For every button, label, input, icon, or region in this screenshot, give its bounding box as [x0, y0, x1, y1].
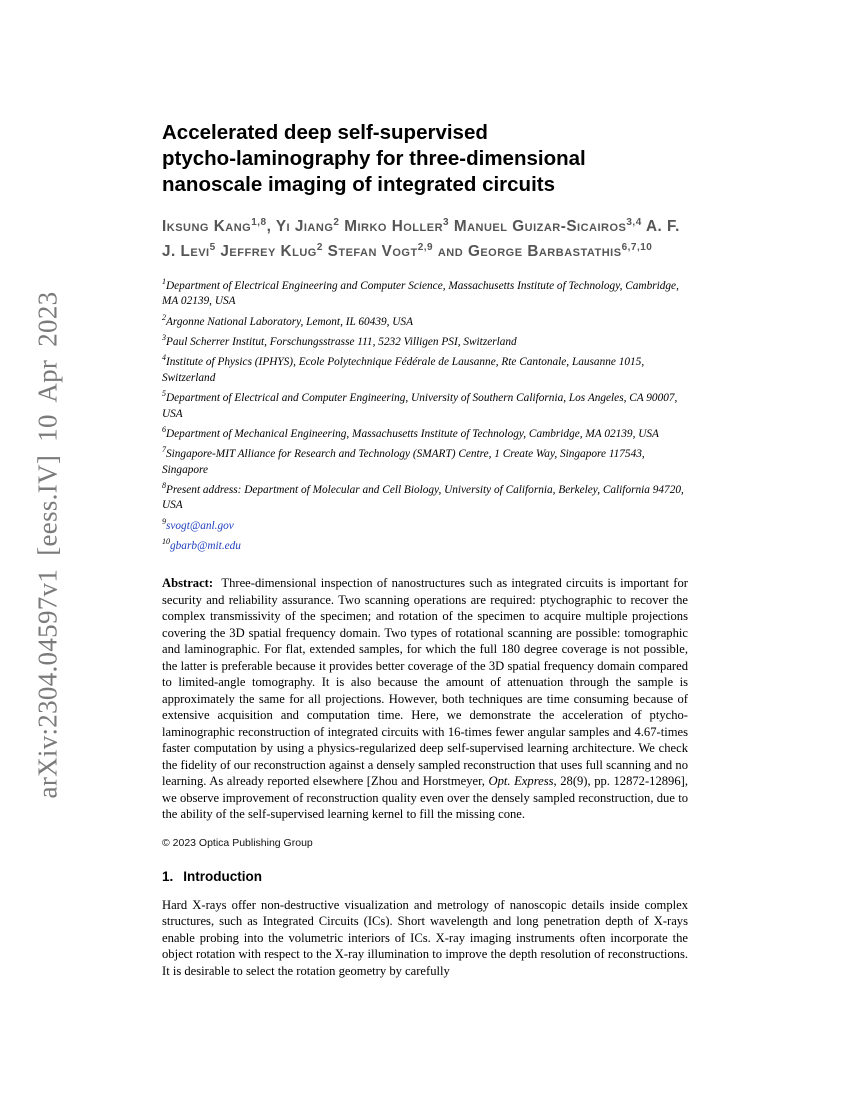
email-link-svogt[interactable]: svogt@anl.gov	[166, 519, 234, 532]
affiliation-item	[162, 442, 688, 478]
affiliation-list	[162, 274, 688, 554]
affiliation-item	[162, 514, 688, 534]
introduction-paragraph: Hard X-rays offer non-destructive visualization and metrology of nanoscopic details inside complex structures, such as Integrated Circuits (ICs). Short wavelength and long penetration depth of X-rays enable probing into the volumetric interiors of ICs. X-ray imaging instruments often incorporate the object rotation with respect to the X-ray illumination to improve the depth resolution of reconstructions. It is desirable to select the rotation geometry by carefully	[162, 897, 688, 978]
affiliation-text: Singapore-MIT Alliance for Research and Technology (SMART) Centre, 1 Create Way, Singapore 117543, Singapore	[162, 448, 645, 476]
affiliation-number: 10	[162, 537, 170, 547]
title-line: Accelerated deep self-supervised	[162, 121, 488, 144]
author-separator: and	[433, 243, 468, 261]
affiliation-item	[162, 350, 688, 386]
paper-title	[162, 120, 688, 198]
affiliation-item	[162, 310, 688, 330]
section-title: Introduction	[183, 868, 262, 884]
affiliation-number: 1	[162, 277, 166, 287]
author-name: Jeffrey Klug	[220, 243, 317, 261]
affiliation-text: Department of Electrical and Computer Engineering, University of Southern California, Los Angeles, CA 90007, USA	[162, 392, 678, 420]
affiliation-item	[162, 386, 688, 422]
title-line: nanoscale imaging of integrated circuits	[162, 173, 556, 196]
author-affiliation-marks: 3,4	[626, 217, 642, 228]
paper-first-page	[162, 120, 688, 979]
journal-name: Opt. Express	[488, 774, 554, 789]
abstract	[162, 575, 688, 823]
arxiv-identifier-stamp: arXiv:2304.04597v1 [eess.IV] 10 Apr 2023	[32, 291, 63, 799]
section-heading-introduction	[162, 869, 688, 884]
affiliation-item	[162, 274, 688, 310]
affiliation-number: 2	[162, 312, 166, 322]
author-name: A. F. J. Levi	[162, 218, 680, 261]
affiliation-number: 8	[162, 481, 166, 491]
affiliation-number: 9	[162, 516, 166, 526]
affiliation-number: 3	[162, 333, 166, 343]
author-affiliation-marks: 6,7,10	[621, 242, 653, 254]
author-list	[162, 212, 688, 262]
abstract-label: Abstract:	[162, 576, 214, 591]
title-line: ptycho-laminography for three-dimensional	[162, 147, 586, 170]
author-name: Mirko Holler	[344, 218, 444, 236]
affiliation-text: Present address: Department of Molecular and Cell Biology, University of California, Berkeley, California 94720, USA	[162, 483, 684, 512]
affiliation-item	[162, 478, 688, 514]
author-separator: ,	[266, 218, 276, 236]
affiliation-item	[162, 422, 688, 442]
affiliation-number: 7	[162, 445, 166, 455]
author-affiliation-marks: 2	[316, 242, 323, 254]
section-number: 1.	[162, 868, 174, 884]
author-affiliation-marks: 1,8	[251, 217, 267, 228]
author-affiliation-marks: 2	[333, 217, 340, 228]
affiliation-item	[162, 330, 688, 350]
affiliation-text: Department of Mechanical Engineering, Massachusetts Institute of Technology, Cambridge, MA 02139, USA	[166, 427, 659, 440]
affiliation-text: Department of Electrical Engineering and Computer Science, Massachusetts Institute of Technology, Cambridge, MA 02139, USA	[162, 279, 679, 308]
author-affiliation-marks: 2,9	[417, 242, 434, 254]
abstract-text: Three-dimensional inspection of nanostructures such as integrated circuits is important for security and reliability assurance. Two scanning operations are required: ptychographic to recover the complex transmissivity of the specimen; and rotation of the specimen to acquire multiple projections covering the 3D spatial frequency domain. Two types of rotational scanning are possible: tomographic and laminographic. For flat, extended samples, for which the full 180 degree coverage is not possible, the latter is preferable because it provides better coverage of the 3D spatial frequency domain compared to limited-angle tomography. It is also because the amount of attenuation through the sample is approximately the same for all projections. However, both techniques are time consuming because of extensive acquisition and computation time. Here, we demonstrate the acceleration of ptycho-laminographic reconstruction of integrated circuits with 16-times fewer angular samples and 4.67-times faster computation by using a physics-regularized deep self-supervised learning architecture. We check the fidelity of our reconstruction against a densely sampled reconstruction that uses full scanning and no learning. As already reported elsewhere [Zhou and Horstmeyer,	[162, 576, 688, 789]
author-affiliation-marks: 3	[443, 217, 450, 228]
author-name: Yi Jiang	[275, 218, 334, 236]
copyright-notice: © 2023 Optica Publishing Group	[162, 836, 313, 849]
affiliation-text: Argonne National Laboratory, Lemont, IL 60439, USA	[166, 315, 413, 328]
author-name: Stefan Vogt	[327, 243, 418, 261]
affiliation-text: Paul Scherrer Institut, Forschungsstrasse 111, 5232 Villigen PSI, Switzerland	[166, 335, 517, 348]
author-affiliation-marks: 5	[209, 242, 216, 254]
author-name: Manuel Guizar-Sicairos	[453, 218, 627, 236]
author-name: Iksung Kang	[162, 218, 252, 236]
affiliation-number: 4	[162, 353, 166, 363]
email-link-gbarb[interactable]: gbarb@mit.edu	[170, 539, 241, 552]
affiliation-text: Institute of Physics (IPHYS), Ecole Polytechnique Fédérale de Lausanne, Rte Cantonale, Lausanne 1015, Switzerland	[162, 356, 645, 384]
affiliation-number: 6	[162, 425, 166, 435]
affiliation-item	[162, 534, 688, 554]
affiliation-number: 5	[162, 389, 166, 399]
author-name: George Barbastathis	[467, 243, 622, 261]
abstract-text-end: , 28(9), pp. 12872-12896], we observe improvement of reconstruction quality even over the densely sampled reconstruction, due to the ability of the self-supervised learning kernel to fill the missing cone.	[162, 774, 688, 822]
